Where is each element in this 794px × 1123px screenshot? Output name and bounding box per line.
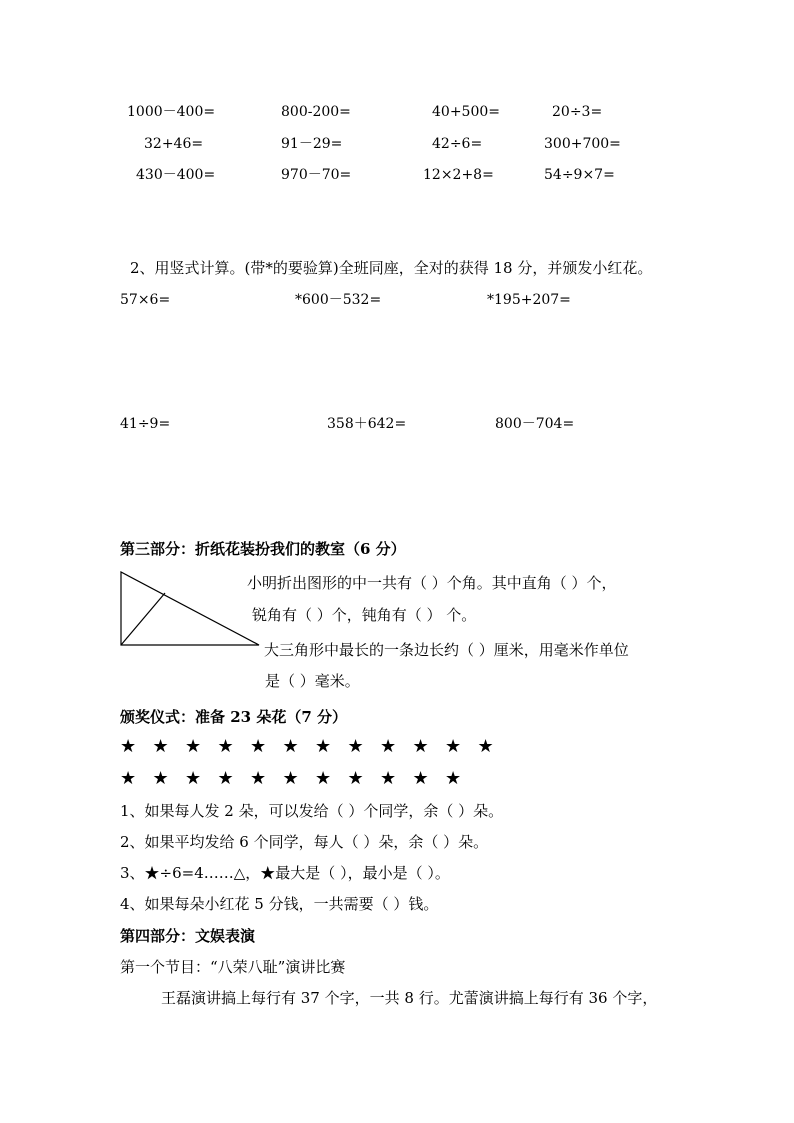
star-icon: ★ — [250, 768, 267, 789]
star-icon: ★ — [185, 768, 202, 789]
vertical-calc-r1-c3: *195+207= — [487, 292, 571, 308]
vertical-calc-r1-c1: 57×6= — [120, 292, 171, 308]
award-question-1: 1、如果每人发 2 朵，可以发给（ ）个同学，余（ ）朵。 — [120, 802, 504, 820]
oral-calc-r3-c2: 970－70= — [281, 167, 352, 183]
part3-line1: 小明折出图形的中一共有（ ）个角。其中直角（ ）个， — [247, 574, 617, 592]
oral-calc-r3-c4: 54÷9×7= — [544, 167, 615, 183]
star-icon: ★ — [380, 768, 397, 789]
star-icon: ★ — [412, 736, 429, 757]
part3-line4: 是（ ）毫米。 — [265, 672, 360, 690]
star-icon: ★ — [445, 736, 462, 757]
part3-line3: 大三角形中最长的一条边长约（ ）厘米，用毫米作单位 — [264, 641, 629, 659]
star-icon: ★ — [185, 736, 202, 757]
oral-calc-r2-c3: 42÷6= — [432, 136, 483, 152]
oral-calc-r2-c1: 32+46= — [144, 136, 204, 152]
award-question-4: 4、如果每朵小红花 5 分钱，一共需要（ ）钱。 — [120, 895, 439, 913]
oral-calc-r1-c1: 1000－400= — [127, 104, 216, 120]
star-icon: ★ — [217, 736, 234, 757]
vertical-calc-r2-c3: 800－704= — [495, 416, 575, 432]
star-icon: ★ — [250, 736, 267, 757]
star-icon: ★ — [412, 768, 429, 789]
star-row-2 — [120, 770, 478, 788]
award-title: 颁奖仪式：准备 23 朵花（7 分） — [120, 708, 347, 726]
oral-calc-r3-c1: 430－400= — [136, 167, 216, 183]
part4-title: 第四部分：文娱表演 — [120, 927, 256, 945]
oral-calc-r3-c3: 12×2+8= — [423, 167, 494, 183]
oral-calc-r1-c4: 20÷3= — [552, 104, 603, 120]
star-icon: ★ — [282, 736, 299, 757]
star-icon: ★ — [347, 736, 364, 757]
fold-line — [121, 593, 165, 645]
part4-paragraph: 王磊演讲搞上每行有 37 个字，一共 8 行。尤蕾演讲搞上每行有 36 个字， — [161, 989, 658, 1007]
large-triangle — [121, 572, 259, 645]
star-icon: ★ — [152, 768, 169, 789]
star-icon: ★ — [120, 768, 137, 789]
vertical-calc-r2-c1: 41÷9= — [120, 416, 171, 432]
vertical-calc-r2-c2: 358＋642= — [327, 416, 407, 432]
star-icon: ★ — [477, 736, 494, 757]
star-icon: ★ — [445, 768, 462, 789]
star-icon: ★ — [380, 736, 397, 757]
star-icon: ★ — [315, 768, 332, 789]
star-icon: ★ — [315, 736, 332, 757]
part4-program: 第一个节目：“八荣八耻”演讲比赛 — [120, 958, 346, 976]
award-question-3: 3、★÷6=4……△，★最大是（ ），最小是（ ）。 — [120, 864, 450, 882]
folded-paper-triangle-figure — [115, 565, 265, 655]
star-icon: ★ — [120, 736, 137, 757]
part3-line2: 锐角有（ ）个，钝角有（ ） 个。 — [252, 606, 477, 624]
oral-calc-r1-c2: 800-200= — [281, 104, 351, 120]
award-question-2: 2、如果平均发给 6 个同学，每人（ ）朵，余（ ）朵。 — [120, 833, 489, 851]
star-row-1 — [120, 738, 510, 756]
star-icon: ★ — [282, 768, 299, 789]
oral-calc-r1-c3: 40+500= — [432, 104, 500, 120]
star-icon: ★ — [217, 768, 234, 789]
oral-calc-r2-c2: 91－29= — [281, 136, 343, 152]
part3-title: 第三部分：折纸花装扮我们的教室（6 分） — [120, 540, 406, 558]
vertical-calc-instruction: 2、用竖式计算。(带*的要验算)全班同座，全对的获得 18 分，并颁发小红花。 — [130, 259, 653, 277]
star-icon: ★ — [347, 768, 364, 789]
star-icon: ★ — [152, 736, 169, 757]
vertical-calc-r1-c2: *600－532= — [295, 292, 382, 308]
oral-calc-r2-c4: 300+700= — [544, 136, 621, 152]
